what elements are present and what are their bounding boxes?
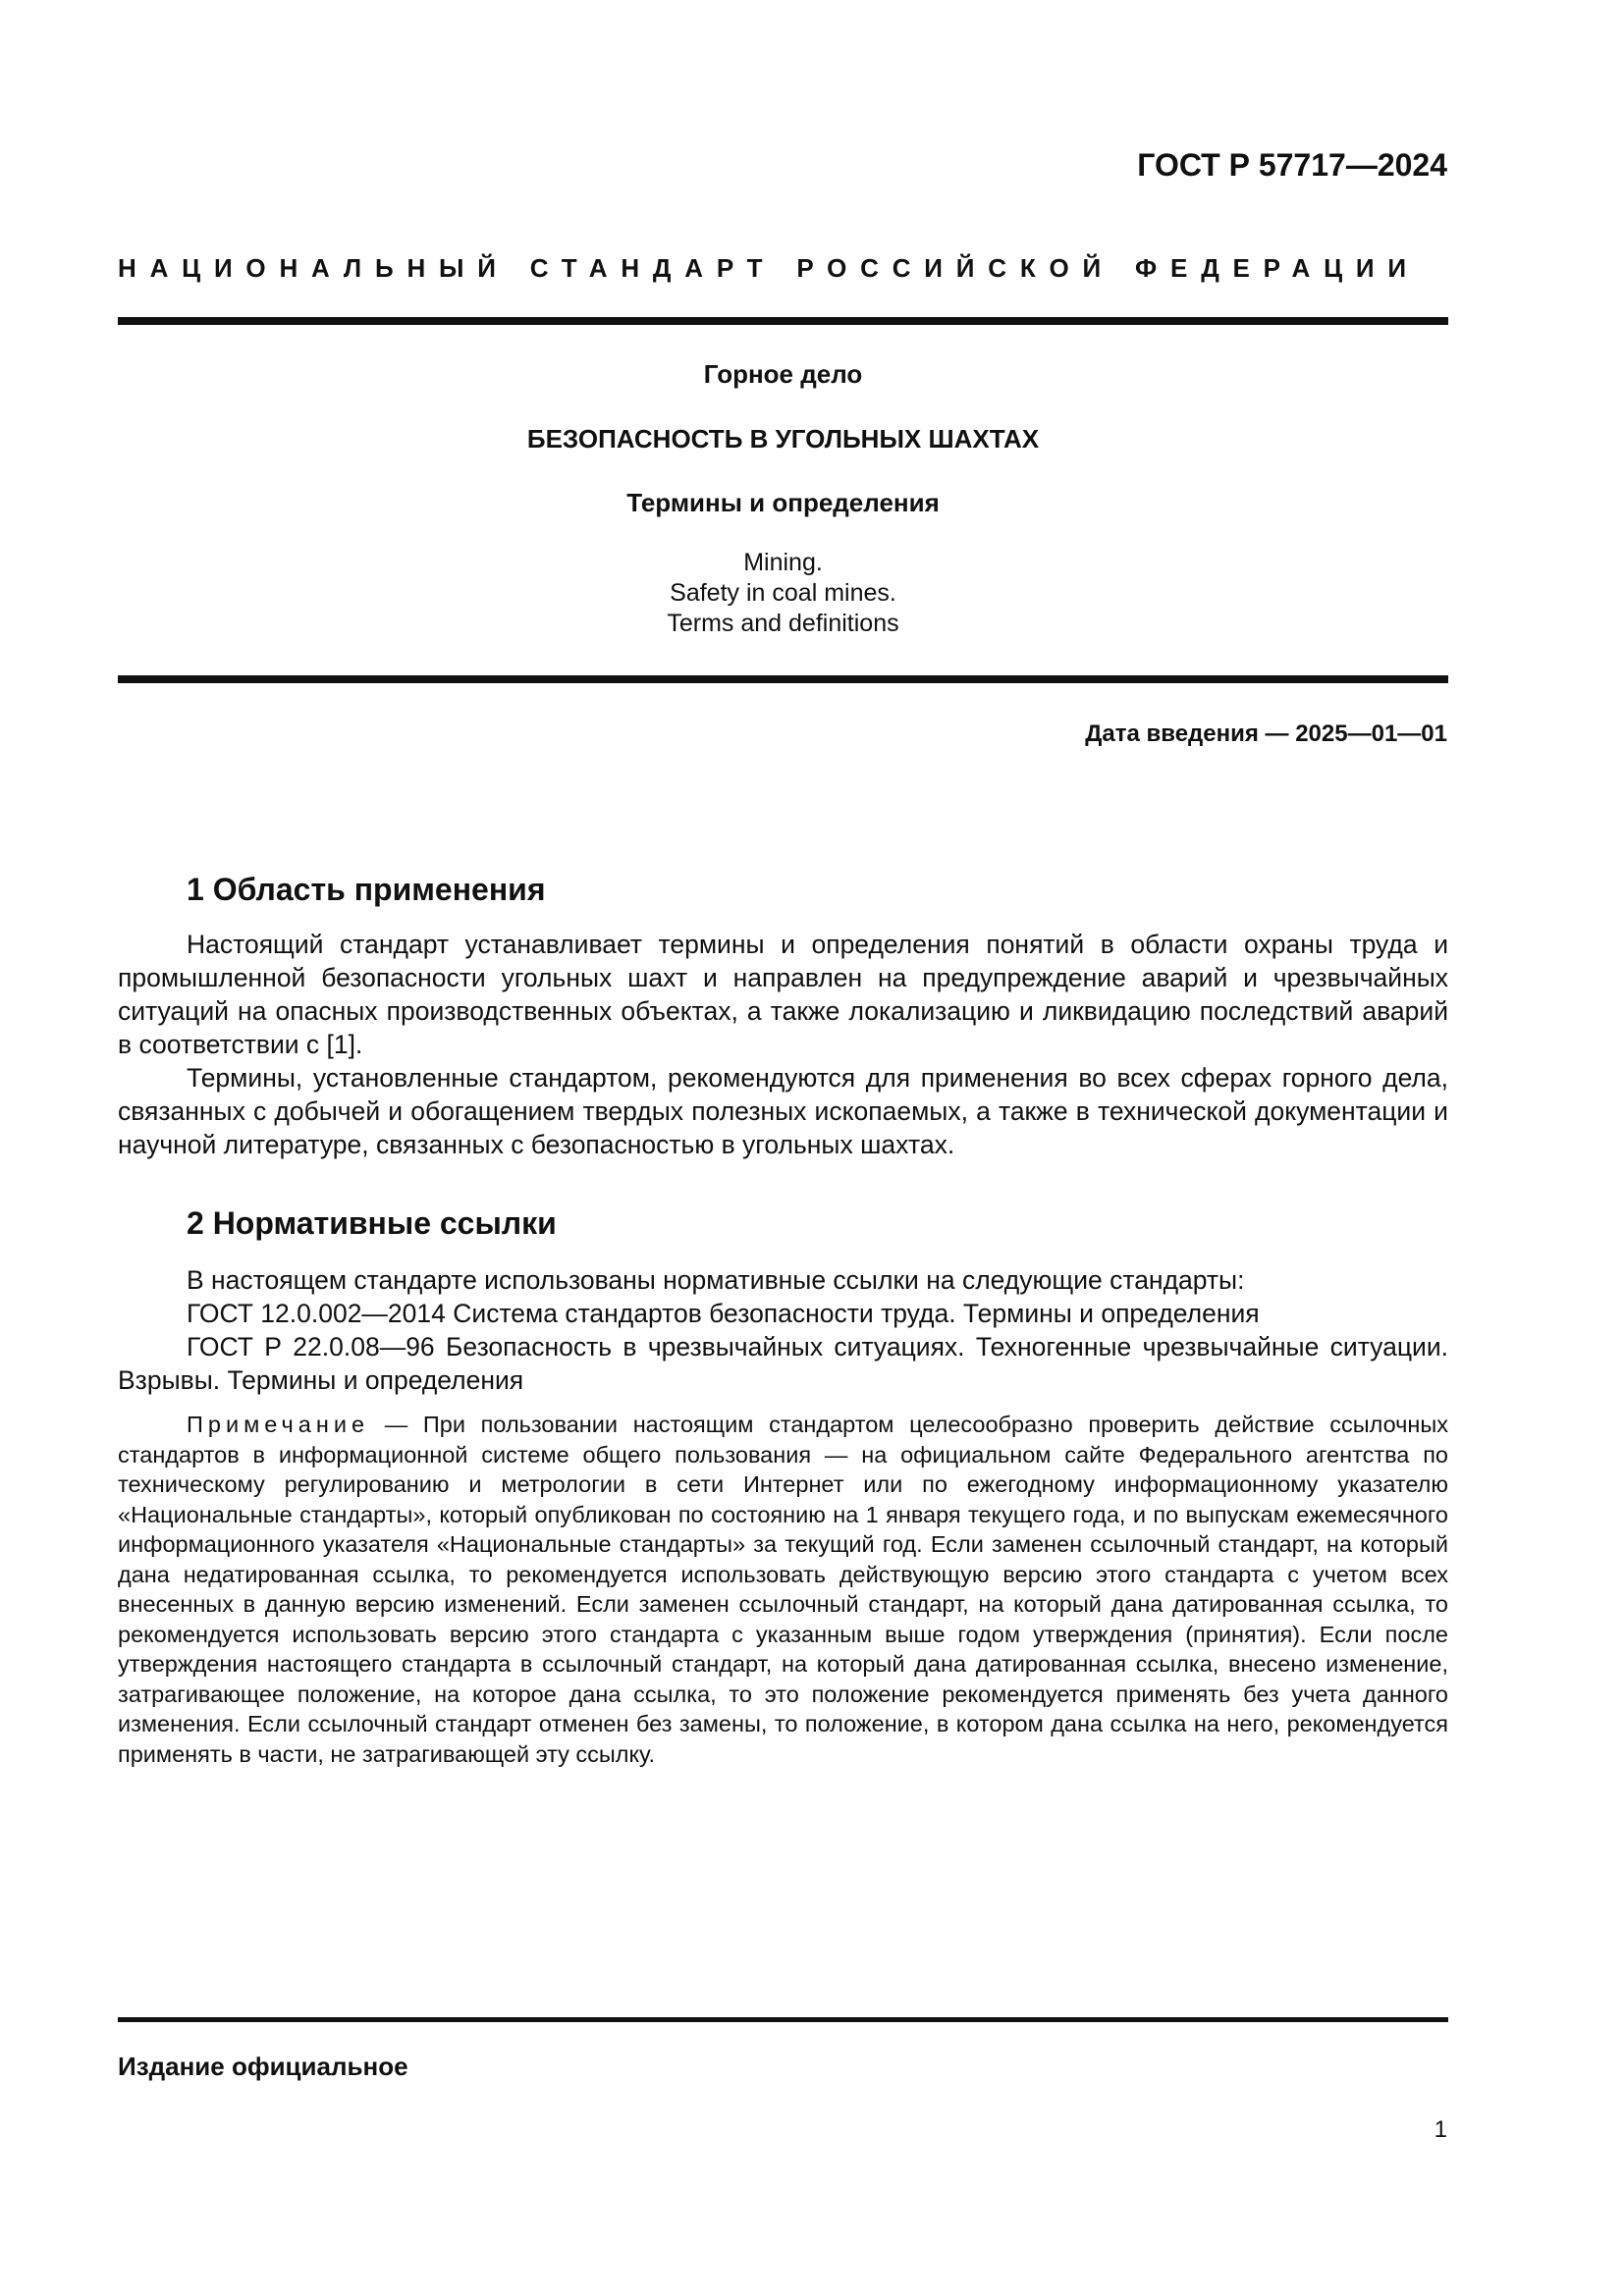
note-text: — При пользовании настоящим стандартом целесообразно проверить действие ссылочных стандартов в информационной системе общего пользования — на официальном сайте Федерального агентства по техническому регулированию и метрологии в сети Интернет или по ежегодному информационному указателю «Национальные стандарты», который опубликован по состоянию на 1 января текущего года, и по выпускам ежемесячного информационного указателя «Национальные стандарты» за текущий год. Если заменен ссылочный стандарт, на который дана недатированная ссылка, то рекомендуется использовать действующую версию этого стандарта с учетом всех внесенных в данную версию изменений. Если заменен ссылочный стандарт, на который дана датированная ссылка, то рекомендуется использовать версию этого стандарта с указанным выше годом утверждения (принятия). Если после утверждения настоящего стандарта в ссылочный стандарт, на который дана датированная ссылка, внесено изменение, затрагивающее положение, на которое дана ссылка, то это положение рекомендуется применять без учета данного изменения. Если ссылочный стандарт отменен без замены, то положение, в котором дана ссылка на него, рекомендуется применять в части, не затрагивающей эту ссылку. <box>118 1412 1448 1767</box>
document-code: ГОСТ Р 57717—2024 <box>1137 147 1447 183</box>
title-english <box>118 548 1448 639</box>
footer-divider <box>118 2017 1448 2022</box>
note-label: Примечание <box>187 1412 370 1437</box>
section-1-heading: 1 Область применения <box>187 872 546 907</box>
title-main: БЕЗОПАСНОСТЬ В УГОЛЬНЫХ ШАХТАХ <box>526 424 1040 454</box>
title-english-line: Safety in coal mines. <box>670 579 896 607</box>
section-1-paragraph: Настоящий стандарт устанавливает термины и определения понятий в области охраны труда и промышленной безопасности угольных шахт и направлен на предупреждение аварий и чрезвычайных ситуаций на опасных производственных объектах, а также локализацию и ликвидацию последствий аварий в соответствии с [1]. <box>118 930 1448 1059</box>
reference-gost-r-22: ГОСТ Р 22.0.08—96 Безопасность в чрезвычайных ситуациях. Техногенные чрезвычайные ситуации. Взрывы. Термины и определения <box>118 1332 1448 1395</box>
note-paragraph <box>118 1410 1448 1769</box>
section-2-heading: 2 Нормативные ссылки <box>187 1205 557 1241</box>
page-number: 1 <box>1434 2116 1447 2143</box>
reference-gost-12: ГОСТ 12.0.002—2014 Система стандартов безопасности труда. Термины и определения <box>187 1299 1260 1328</box>
national-standard-heading: НАЦИОНАЛЬНЫЙ СТАНДАРТ РОССИЙСКОЙ ФЕДЕРАЦИИ <box>118 253 1420 283</box>
official-edition-label: Издание официальное <box>118 2052 408 2081</box>
title-english-line: Mining. <box>743 549 823 576</box>
top-divider <box>118 317 1448 325</box>
title-divider <box>118 675 1448 683</box>
title-subtitle: Термины и определения <box>626 488 940 517</box>
introduction-date: Дата введения — 2025—01—01 <box>1085 721 1447 747</box>
title-domain: Горное дело <box>703 359 863 389</box>
title-english-line: Terms and definitions <box>667 610 899 637</box>
section-1-paragraph: Термины, установленные стандартом, рекомендуются для применения во всех сферах горного дела, связанных с добычей и обогащением твердых полезных ископаемых, а также в технической документации и научной литературе, связанных с безопасностью в угольных шахтах. <box>118 1063 1448 1159</box>
section-2-paragraph: В настоящем стандарте использованы нормативные ссылки на следующие стандарты: <box>187 1265 1245 1295</box>
